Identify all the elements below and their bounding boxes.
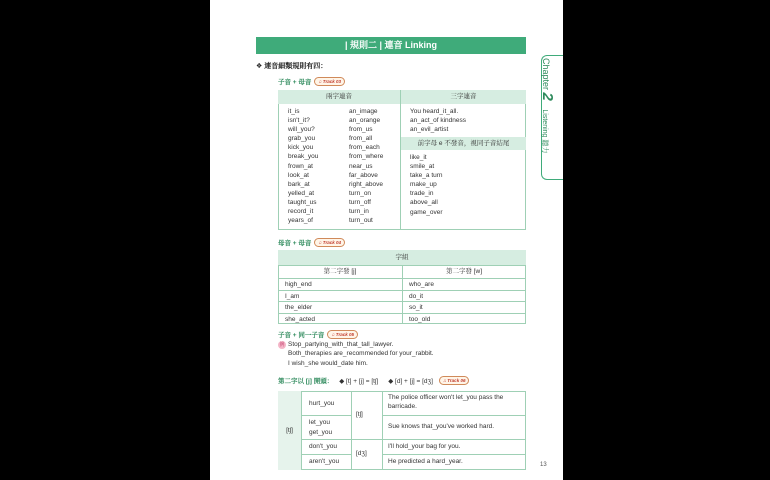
row-left: aren't_you xyxy=(309,458,340,465)
example-line: Stop_partying_with_that_tall_lawyer. xyxy=(288,341,394,348)
list-item: turn_in xyxy=(349,208,369,216)
list-item: near_us xyxy=(349,162,373,170)
section4-heading xyxy=(278,376,469,385)
col-a-values xyxy=(285,279,315,325)
col2-subheader: 前字母 e 不發音，視同子音結尾 xyxy=(401,137,526,150)
sentence: Sue knows that_you've worked hard. xyxy=(388,423,495,430)
book-page xyxy=(210,0,563,480)
table-cell: who_are xyxy=(409,281,434,288)
list-item: smile_at xyxy=(410,163,435,171)
row-left: don't_you xyxy=(309,443,337,450)
example-line: Both_therapies are_recommended for your_rabbit. xyxy=(288,350,434,358)
table-cell: too_old xyxy=(409,315,431,323)
sentence: I'll hold_your bag for you. xyxy=(388,443,461,450)
table-cell: the_elder xyxy=(285,304,313,311)
section4-heading-label: 第二字以 [j] 開頭： xyxy=(278,378,334,385)
section-title-bar: | 規則二 | 連音 Linking xyxy=(256,37,526,54)
example-line: I wish_she would_date him. xyxy=(288,359,368,367)
list-item: yelled_at xyxy=(288,189,315,197)
list-item: from_each xyxy=(349,144,380,152)
table-cell: high_end xyxy=(285,281,312,288)
list-item: kick_you xyxy=(288,144,314,152)
chapter-tab-text xyxy=(539,58,556,153)
page-number: 13 xyxy=(540,462,547,468)
list-item: like_it xyxy=(410,154,427,161)
section4-table xyxy=(278,391,526,470)
section2-header: 字組 xyxy=(278,250,526,265)
list-item: take_a turn xyxy=(410,172,443,180)
list-item: an_orange xyxy=(349,117,381,125)
list-item: right_above xyxy=(349,180,383,188)
section1-heading xyxy=(278,77,345,86)
list-item: bark_at xyxy=(288,180,310,188)
chapter-subtitle: Listening 聽力 xyxy=(541,109,548,154)
table-cell: she_acted xyxy=(285,315,315,323)
col2-header: 三字連音 xyxy=(401,90,526,104)
track-icon[interactable]: ♫ Track 03 xyxy=(314,77,345,86)
col-b-header: 第二字發 [w] xyxy=(445,268,483,275)
list-item: isn't_it? xyxy=(288,117,310,125)
section1-heading-label: 子音 + 母音 xyxy=(278,79,312,86)
list-item: break_you xyxy=(288,153,319,161)
row-left: hurt_you xyxy=(309,400,335,407)
list-item: trade_in xyxy=(410,190,434,198)
track-icon[interactable]: ♫ Track 05 xyxy=(327,330,358,339)
list-item: an_act_of kindness xyxy=(410,117,467,125)
list-item: You heard_it_all. xyxy=(410,108,459,115)
list-item: above_all xyxy=(410,199,438,207)
list-item: turn_on xyxy=(349,189,372,197)
row-left: let_you get_you xyxy=(309,419,333,436)
col1a-list xyxy=(288,107,318,225)
mid-label: [tʃ] xyxy=(356,411,363,418)
list-item: game_over xyxy=(410,208,443,216)
intro-text: ❖ 連音細類規則有四： xyxy=(256,63,328,70)
list-item: turn_out xyxy=(349,217,373,225)
list-item: turn_off xyxy=(349,198,371,206)
section3-heading-label: 子音 + 同一子音 xyxy=(278,332,325,339)
list-item: make_up xyxy=(410,181,437,189)
col1b-list xyxy=(349,107,383,225)
left-label: [tʃ] xyxy=(286,427,293,434)
section3-examples xyxy=(288,340,434,368)
list-item: frown_at xyxy=(288,162,313,170)
col-b-values xyxy=(409,279,434,325)
list-item: grab_you xyxy=(288,135,316,143)
section1-table xyxy=(278,90,526,230)
example-badge: 例 xyxy=(279,342,285,348)
section2-table xyxy=(278,250,526,324)
track-icon[interactable]: ♫ Track 04 xyxy=(314,238,345,247)
list-item: an_image xyxy=(349,108,378,115)
list-item: from_all xyxy=(349,135,373,143)
col-a-header: 第二字發 [j] xyxy=(323,268,357,275)
rule-1: ◆ [t] + [j] = [tʃ] xyxy=(339,377,379,385)
rule-2: ◆ [d] + [j] = [dʒ] xyxy=(388,377,433,385)
list-item: years_of xyxy=(288,217,313,225)
col1-header: 兩字連音 xyxy=(278,90,400,104)
col2-bottom-list xyxy=(410,153,443,217)
list-item: look_at xyxy=(288,171,309,179)
list-item: from_us xyxy=(349,126,373,134)
table-cell: so_it xyxy=(409,304,423,311)
section3-heading xyxy=(278,330,358,339)
section2-heading-label: 母音 + 母音 xyxy=(278,240,312,247)
list-item: taught_us xyxy=(288,198,317,206)
sentence: The police officer won't let_you pass the barricade. xyxy=(388,394,504,410)
chapter-label: Chapter xyxy=(541,58,551,91)
list-item: it_is xyxy=(288,108,300,115)
list-item: far_above xyxy=(349,171,378,179)
list-item: an_evil_artist xyxy=(410,126,449,134)
list-item: will_you? xyxy=(288,126,315,134)
chapter-tab[interactable] xyxy=(541,55,563,180)
sentence: He predicted a hard_year. xyxy=(388,458,463,465)
track-icon[interactable]: ♫ Track 06 xyxy=(439,376,470,385)
col2-top-list xyxy=(410,107,466,134)
chapter-number: 2 xyxy=(539,92,556,101)
table-cell: I_am xyxy=(285,292,300,300)
table-cell: do_it xyxy=(409,292,424,300)
list-item: record_it xyxy=(288,208,314,216)
mid-label: [dʒ] xyxy=(356,450,367,457)
section2-heading xyxy=(278,238,345,247)
list-item: from_where xyxy=(349,153,384,161)
